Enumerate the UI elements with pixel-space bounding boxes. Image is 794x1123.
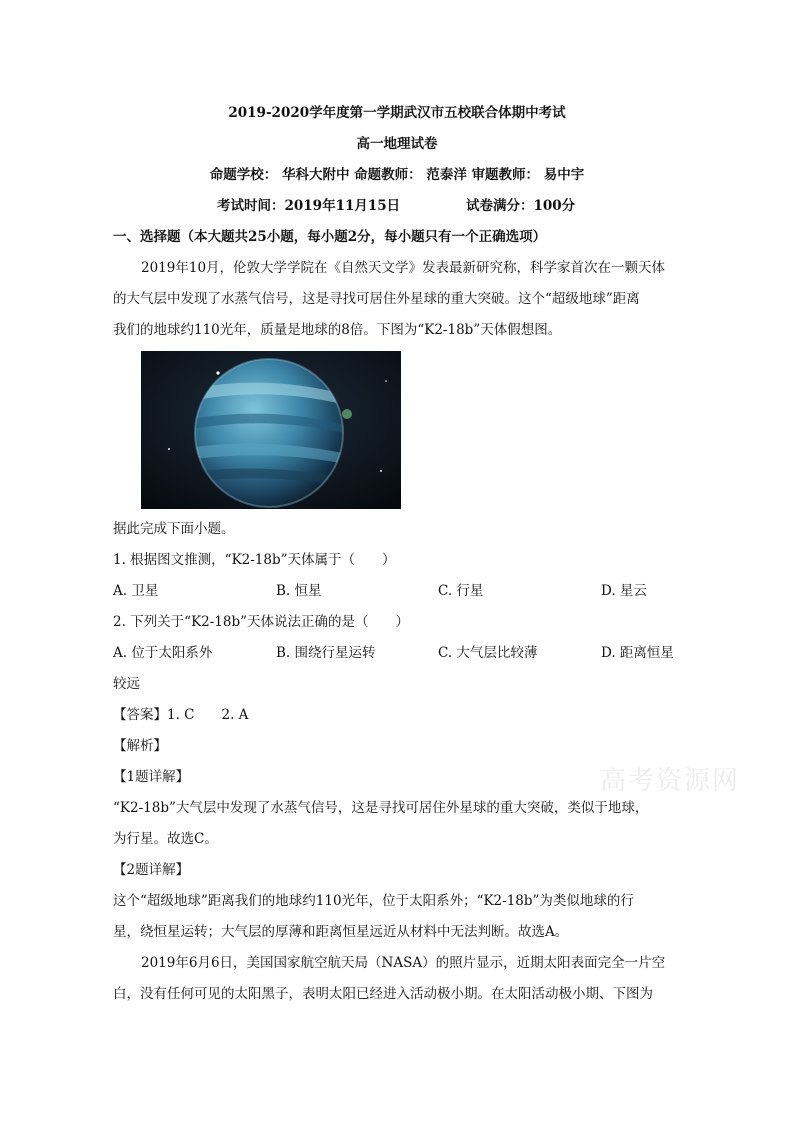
detail-1-line: “K2-18b”大气层中发现了水蒸气信号，这是寻找可居住外星球的重大突破，类似于地球， <box>113 800 649 816</box>
question-1-stem: 1. 根据图文推测，“K2-18b”天体属于（ ） <box>113 552 396 568</box>
analysis-label: 【解析】 <box>113 738 167 754</box>
q1-option-b: B. 恒星 <box>276 583 322 599</box>
planet-k2-18b-image <box>141 351 401 509</box>
detail-2-label: 【2题详解】 <box>113 862 190 878</box>
q2-option-a: A. 位于太阳系外 <box>113 645 213 661</box>
detail-1-label: 【1题详解】 <box>113 769 190 785</box>
detail-2-line: 星，绕恒星运转；大气层的厚薄和距离恒星远近从材料中无法判断。故选A。 <box>113 924 569 940</box>
exam-score: 试卷满分：100分 <box>466 198 576 214</box>
passage-line: 2019年10月，伦敦大学学院在《自然天文学》发表最新研究称，科学家首次在一颗天体 <box>141 260 666 276</box>
passage-2-line: 白，没有任何可见的太阳黑子，表明太阳已经进入活动极小期。在太阳活动极小期、下图为 <box>113 986 653 1002</box>
detail-2-line: 这个“超级地球”距离我们的地球约110光年，位于太阳系外；“K2-18b”为类似地球的行 <box>113 893 634 909</box>
passage-line: 的大气层中发现了水蒸气信号，这是寻找可居住外星球的重大突破。这个“超级地球”距离 <box>113 291 640 307</box>
section-heading: 一、选择题（本大题共25小题，每小题2分，每小题只有一个正确选项） <box>113 229 547 245</box>
answer-line: 【答案】1. C 2. A <box>113 707 249 723</box>
exam-authors: 命题学校： 华科大附中 命题教师： 范泰洋 审题教师： 易中宇 <box>209 167 585 183</box>
watermark: 高考资源网 <box>600 766 741 796</box>
question-2-stem: 2. 下列关于“K2-18b”天体说法正确的是（ ） <box>113 614 410 630</box>
passage-line: 我们的地球约110光年，质量是地球的8倍。下图为“K2-18b”天体假想图。 <box>113 322 562 338</box>
q2-option-b: B. 围绕行星运转 <box>276 645 376 661</box>
q2-option-d-wrap: 较远 <box>113 676 140 692</box>
q1-option-d: D. 星云 <box>601 583 647 599</box>
q1-option-c: C. 行星 <box>438 583 484 599</box>
exam-title: 2019-2020学年度第一学期武汉市五校联合体期中考试 <box>228 105 566 121</box>
detail-1-line: 为行星。故选C。 <box>113 831 218 847</box>
exam-time: 考试时间：2019年11月15日 <box>217 198 401 214</box>
q2-option-d: D. 距离恒星 <box>601 645 674 661</box>
instruction: 据此完成下面小题。 <box>113 521 235 537</box>
passage-2-line: 2019年6月6日，美国国家航空航天局（NASA）的照片显示，近期太阳表面完全一片空 <box>141 955 666 971</box>
exam-subtitle: 高一地理试卷 <box>356 136 438 152</box>
q1-option-a: A. 卫星 <box>113 583 159 599</box>
q2-option-c: C. 大气层比较薄 <box>438 645 538 661</box>
